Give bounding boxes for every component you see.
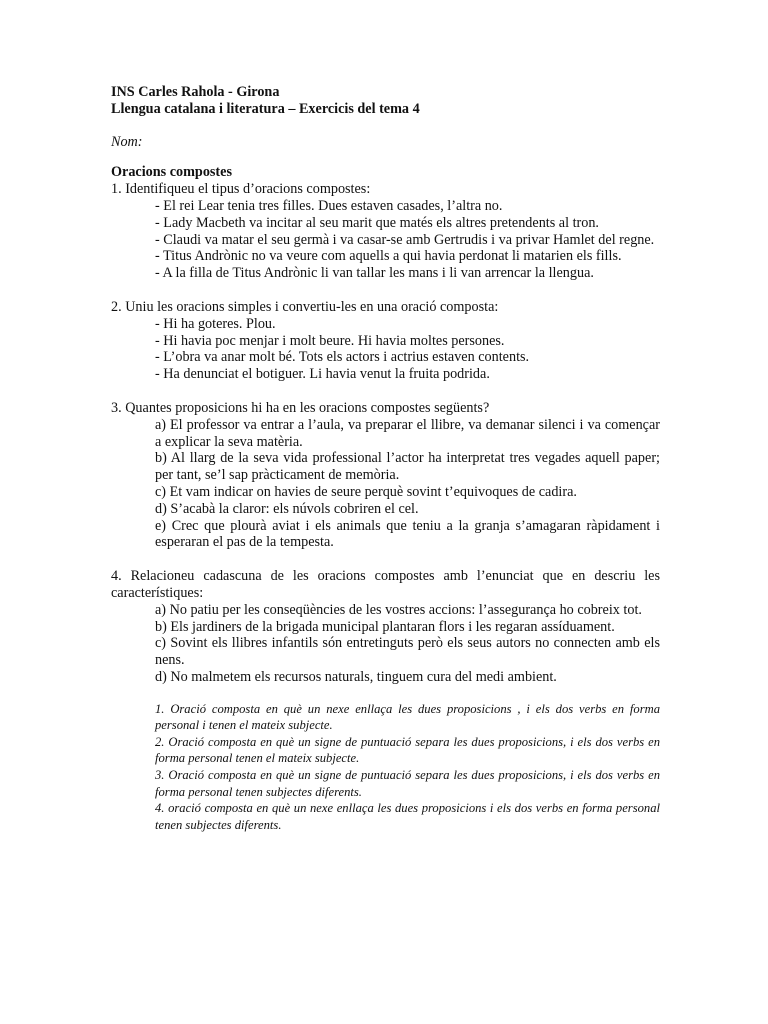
description-item: 3. Oració composta en què un signe de puntuació separa les dues proposicions, i els dos verbs en forma personal tenen subjectes diferents. [155, 768, 660, 799]
description-item: 4. oració composta en què un nexe enllaça les dues proposicions i els dos verbs en forma personal tenen subjectes diferents. [155, 801, 660, 832]
exercise-4 [111, 568, 660, 833]
exercise-4-title: 4. Relacioneu cadascuna de les oracions compostes amb l’enunciat que en descriu les característiques: [111, 568, 660, 601]
exercise-2-item: - Hi havia poc menjar i molt beure. Hi havia moltes persones. [155, 332, 505, 349]
exercise-1-item: - El rei Lear tenia tres filles. Dues estaven casades, l’altra no. [155, 197, 503, 214]
exercise-4-item: b) Els jardiners de la brigada municipal plantaran flors i les regaran assíduament. [155, 618, 615, 635]
exercise-4-item: d) No malmetem els recursos naturals, tinguem cura del medi ambient. [155, 668, 557, 685]
exercise-1-item: - Claudi va matar el seu germà i va casar-se amb Gertrudis i va privar Hamlet del regne. [155, 231, 655, 248]
exercise-3-item: b) Al llarg de la seva vida professional l’actor ha interpretat tres vegades aquell paper; per tant, se’l sap pràcticament de memòria. [155, 450, 660, 484]
exercise-2 [111, 299, 660, 383]
exercise-2-title: 2. Uniu les oracions simples i convertiu-les en una oració composta: [111, 298, 499, 315]
exercise-2-item: - Hi ha goteres. Plou. [155, 315, 276, 332]
exercise-4-item: a) No patiu per les conseqüències de les vostres accions: l’assegurança ho cobreix tot. [155, 601, 642, 618]
exercise-2-item: - Ha denunciat el botiguer. Li havia venut la fruita podrida. [155, 366, 490, 383]
exercise-3-item: e) Crec que plourà aviat i els animals que teniu a la granja s’amagaran ràpidament i esperaran el pas de la tempesta. [155, 517, 660, 551]
exercise-3 [111, 400, 660, 551]
exercise-1-title: 1. Identifiqueu el tipus d’oracions compostes: [111, 181, 371, 198]
subject-title: Llengua catalana i literatura – Exercicis del tema 4 [111, 100, 420, 117]
exercise-3-title: 3. Quantes proposicions hi ha en les oracions compostes següents? [111, 399, 490, 416]
exercise-1-item: - Titus Andrònic no va veure com aquells a qui havia perdonat li matarien els fills. [155, 248, 622, 265]
description-item: 1. Oració composta en què un nexe enllaça les dues proposicions , i els dos verbs en forma personal i tenen el mateix subjecte. [155, 701, 660, 733]
exercise-1-item: - Lady Macbeth va incitar al seu marit que matés els altres pretendents al tron. [155, 214, 599, 231]
document-content [111, 84, 660, 833]
section-title: Oracions compostes [111, 164, 232, 181]
school-name: INS Carles Rahola - Girona [111, 84, 280, 100]
exercise-2-item: - L’obra va anar molt bé. Tots els actors i actrius estaven contents. [155, 349, 530, 366]
exercise-1-item: - A la filla de Titus Andrònic li van tallar les mans i li van arrencar la llengua. [155, 265, 594, 282]
exercise-4-item: c) Sovint els llibres infantils són entretinguts però els seus autors no connecten amb els nens. [155, 635, 660, 669]
description-item: 2. Oració composta en què un signe de puntuació separa les dues proposicions, i els dos verbs en forma personal tenen el mateix subjecte. [155, 734, 660, 766]
exercise-3-item: d) S’acabà la claror: els núvols cobriren el cel. [155, 500, 419, 517]
exercise-1 [111, 181, 660, 282]
exercise-4-descriptions [111, 701, 660, 834]
exercise-3-item: c) Et vam indicar on havies de seure perquè sovint t’equivoques de cadira. [155, 483, 577, 500]
exercise-3-item: a) El professor va entrar a l’aula, va preparar el llibre, va demanar silenci i va començar a explicar la seva matèria. [155, 416, 660, 450]
name-field-label: Nom: [111, 133, 143, 150]
